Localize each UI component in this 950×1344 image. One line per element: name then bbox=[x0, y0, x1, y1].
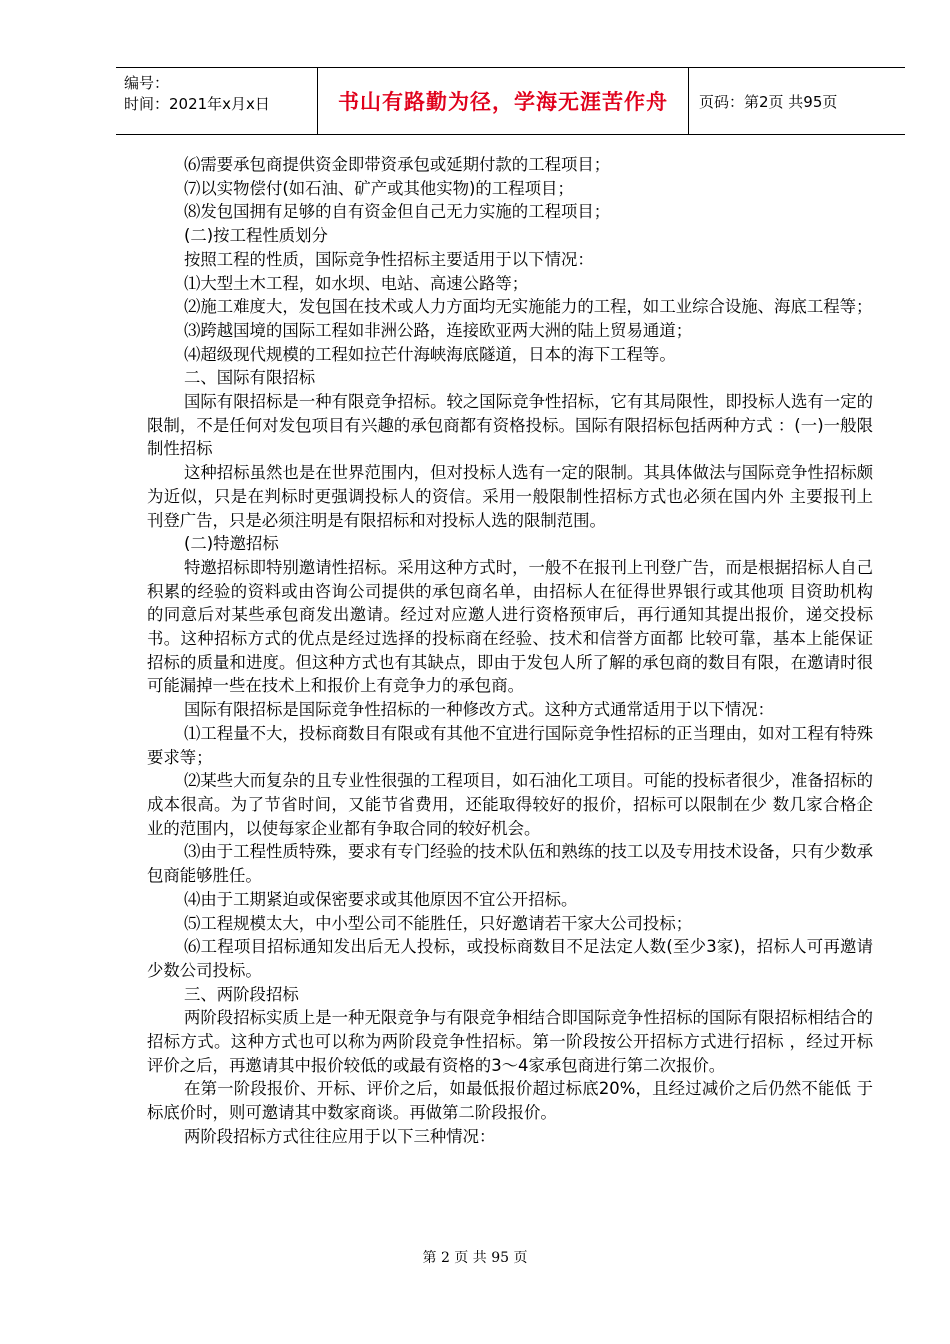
document-body bbox=[147, 153, 873, 1149]
body-paragraph: 两阶段招标实质上是一种无限竞争与有限竞争相结合即国际竞争性招标的国际有限招标相结合的招标方式。这种方式也可以称为两阶段竞争性招标。第一阶段按公开招标方式进行招标 ，经过开标评价之后，再邀请其中报价较低的或最有资格的3～4家承包商进行第二次报价。 bbox=[147, 1008, 873, 1075]
body-paragraph: (二)特邀招标 bbox=[184, 534, 279, 554]
header-meta bbox=[116, 68, 317, 134]
body-paragraph: ⑵某些大而复杂的且专业性很强的工程项目，如石油化工项目。可能的投标者很少，准备招标的成本很高。为了节省时间，又能节省费用，还能取得较好的报价，招标可以限制在少 数几家合格企业的范围内，以使每家企业都有争取合同的较好机会。 bbox=[147, 771, 873, 838]
body-paragraph: ⑵施工难度大，发包国在技术或人力方面均无实施能力的工程，如工业综合设施、海底工程等； bbox=[184, 297, 873, 317]
body-paragraph: (二)按工程性质划分 bbox=[184, 226, 328, 246]
body-paragraph: 两阶段招标方式往往应用于以下三种情况： bbox=[184, 1126, 496, 1146]
header-motto: 书山有路勤为径，学海无涯苦作舟 bbox=[317, 68, 689, 134]
body-paragraph: ⑸工程规模太大，中小型公司不能胜任，只好邀请若干家大公司投标； bbox=[184, 913, 693, 933]
document-number-label: 编号： bbox=[124, 74, 170, 92]
header-page-number: 页码：第2页 共95页 bbox=[699, 92, 838, 111]
body-paragraph: 国际有限招标是一种有限竞争招标。较之国际竞争性招标，它有其局限性，即投标人选有一定的限制，不是任何对发包项目有兴趣的承包商都有资格投标。国际有限招标包括两种方式 ：(一)一般限制性招标 bbox=[147, 392, 873, 459]
body-paragraph: ⑹工程项目招标通知发出后无人投标，或投标商数目不足法定人数(至少3家)，招标人可再邀请少数公司投标。 bbox=[147, 937, 873, 980]
body-paragraph: 这种招标虽然也是在世界范围内，但对投标人选有一定的限制。其具体做法与国际竞争性招标颇为近似，只是在判标时更强调投标人的资信。采用一般限制性招标方式也必须在国内外 主要报刊上刊登广告，只是必须注明是有限招标和对投标人选的限制范围。 bbox=[147, 463, 873, 530]
body-paragraph: ⑴工程量不大，投标商数目有限或有其他不宜进行国际竞争性招标的正当理由，如对工程有特殊要求等； bbox=[147, 723, 873, 767]
body-paragraph: ⑶跨越国境的国际工程如非洲公路，连接欧亚两大洲的陆上贸易通道； bbox=[184, 320, 693, 340]
body-paragraph: 国际有限招标是国际竞争性招标的一种修改方式。这种方式通常适用于以下情况： bbox=[184, 700, 775, 720]
body-paragraph: ⑶由于工程性质特殊，要求有专门经验的技术队伍和熟练的技工以及专用技术设备，只有少数承包商能够胜任。 bbox=[147, 842, 873, 886]
page-header bbox=[116, 67, 905, 135]
body-paragraph: ⑷超级现代规模的工程如拉芒什海峡海底隧道，日本的海下工程等。 bbox=[184, 344, 676, 364]
body-paragraph: 按照工程的性质，国际竞争性招标主要适用于以下情况： bbox=[184, 249, 594, 269]
body-paragraph: ⑹需要承包商提供资金即带资承包或延期付款的工程项目； bbox=[184, 155, 611, 174]
body-paragraph: 特邀招标即特别邀请性招标。采用这种方式时，一般不在报刊上刊登广告，而是根据招标人自己积累的经验的资料或由咨询公司提供的承包商名单，由招标人在征得世界银行或其他项 目资助机构的同意后对某些承包商发出邀请。经过对应邀人进行资格预审后，再行通知其提出报价，递交投标书。这种招标方式的优点是经过选择的投标商在经验、技术和信誉方面都 比较可靠，基本上能保证招标的质量和进度。但这种方式也有其缺点，即由于发包人所了解的承包商的数目有限，在邀请时很可能漏掉一些在技术上和报价上有竞争力的承包商。 bbox=[147, 557, 873, 696]
document-time-label: 时间：2021年x月x日 bbox=[124, 95, 270, 113]
body-paragraph: ⑺以实物偿付(如石油、矿产或其他实物)的工程项目； bbox=[184, 178, 574, 198]
body-paragraph: 在第一阶段报价、开标、评价之后，如最低报价超过标底20%，且经过减价之后仍然不能低 于标底价时，则可邀请其中数家商谈。再做第二阶段报价。 bbox=[147, 1079, 873, 1123]
page-footer: 第 2 页 共 95 页 bbox=[422, 1250, 528, 1266]
body-paragraph: ⑻发包国拥有足够的自有资金但自己无力实施的工程项目； bbox=[184, 202, 611, 222]
body-paragraph: 二、国际有限招标 bbox=[184, 368, 316, 388]
body-paragraph: 三、两阶段招标 bbox=[184, 984, 299, 1004]
body-paragraph: ⑷由于工期紧迫或保密要求或其他原因不宜公开招标。 bbox=[184, 889, 578, 909]
body-paragraph: ⑴大型土木工程，如水坝、电站、高速公路等； bbox=[184, 273, 529, 293]
